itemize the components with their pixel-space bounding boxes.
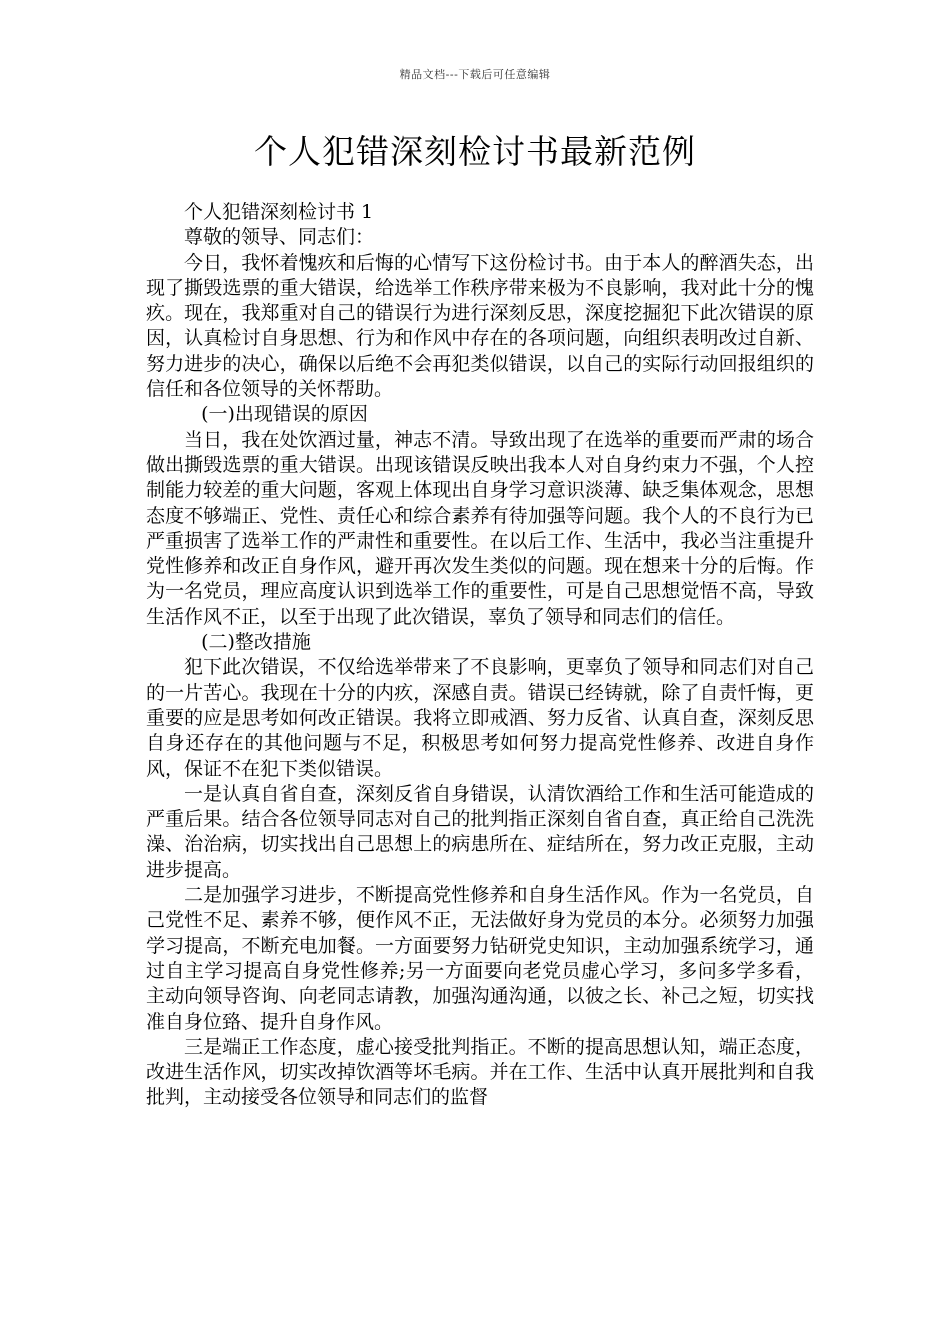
header-note: 精品文档---下载后可任意编辑 [399, 68, 551, 81]
body-paragraph: 三是端正工作态度，虚心接受批判指正。不断的提高思想认知，端正态度，改进生活作风，切实改掉饮酒等坏毛病。并在工作、生活中认真开展批判和自我批判，主动接受各位领导和同志们的监督 [146, 1035, 814, 1109]
section-heading: (一)出现错误的原因 [201, 403, 368, 426]
document-title: 个人犯错深刻检讨书最新范例 [254, 132, 696, 171]
letter-subtitle: 个人犯错深刻检讨书 1 [184, 201, 374, 223]
body-paragraph: 一是认真自省自查，深刻反省自身错误，认清饮酒给工作和生活可能造成的严重后果。结合各位领导同志对自己的批判指正深刻自省自查，真正给自己洗洗澡、治治病，切实找出自己思想上的病患所在、症结所在，努力改正克服，主动进步提高。 [146, 782, 814, 881]
body-paragraph: 当日，我在处饮酒过量，神志不清。导致出现了在选举的重要而严肃的场合做出撕毁选票的重大错误。出现该错误反映出我本人对自身约束力不强，个人控制能力较差的重大问题，客观上体现出自身学习意识淡薄、缺乏集体观念，思想态度不够端正、党性、责任心和综合素养有待加强等问题。我个人的不良行为已严重损害了选举工作的严肃性和重要性。在以后工作、生活中，我必当注重提升党性修养和改正自身作风，避开再次发生类似的问题。现在想来十分的后悔。作为一名党员，理应高度认识到选举工作的重要性，可是自己思想觉悟不高，导致生活作风不正，以至于出现了此次错误，辜负了领导和同志们的信任。 [146, 428, 814, 628]
body-paragraph: 二是加强学习进步，不断提高党性修养和自身生活作风。作为一名党员，自己党性不足、素养不够，便作风不正，无法做好身为党员的本分。必须努力加强学习提高，不断充电加餐。一方面要努力钻研党史知识，主动加强系统学习，通过自主学习提高自身党性修养;另一方面要向老党员虚心学习，多问多学多看，主动向领导咨询、向老同志请教，加强沟通沟通，以彼之长、补己之短，切实找准自身位臵、提升自身作风。 [146, 884, 814, 1033]
body-paragraph: 今日，我怀着愧疚和后悔的心情写下这份检讨书。由于本人的醉酒失态，出现了撕毁选票的重大错误，给选举工作秩序带来极为不良影响，我对此十分的愧疚。现在，我郑重对自己的错误行为进行深刻反思，深度挖掘犯下此次错误的原因，认真检讨自身思想、行为和作风中存在的各项问题，向组织表明改过自新、努力进步的决心，确保以后绝不会再犯类似错误，以自己的实际行动回报组织的信任和各位领导的关怀帮助。 [146, 251, 814, 401]
salutation: 尊敬的领导、同志们： [184, 226, 375, 249]
document-body [146, 200, 814, 1111]
body-paragraph: 犯下此次错误，不仅给选举带来了不良影响，更辜负了领导和同志们对自己的一片苦心。我现在十分的内疚，深感自责。错误已经铸就，除了自责忏悔，更重要的应是思考如何改正错误。我将立即戒酒、努力反省、认真自查，深刻反思自身还存在的其他问题与不足，积极思考如何努力提高党性修养、改进自身作风，保证不在犯下类似错误。 [146, 656, 814, 780]
section-heading: (二)整改措施 [201, 631, 311, 654]
